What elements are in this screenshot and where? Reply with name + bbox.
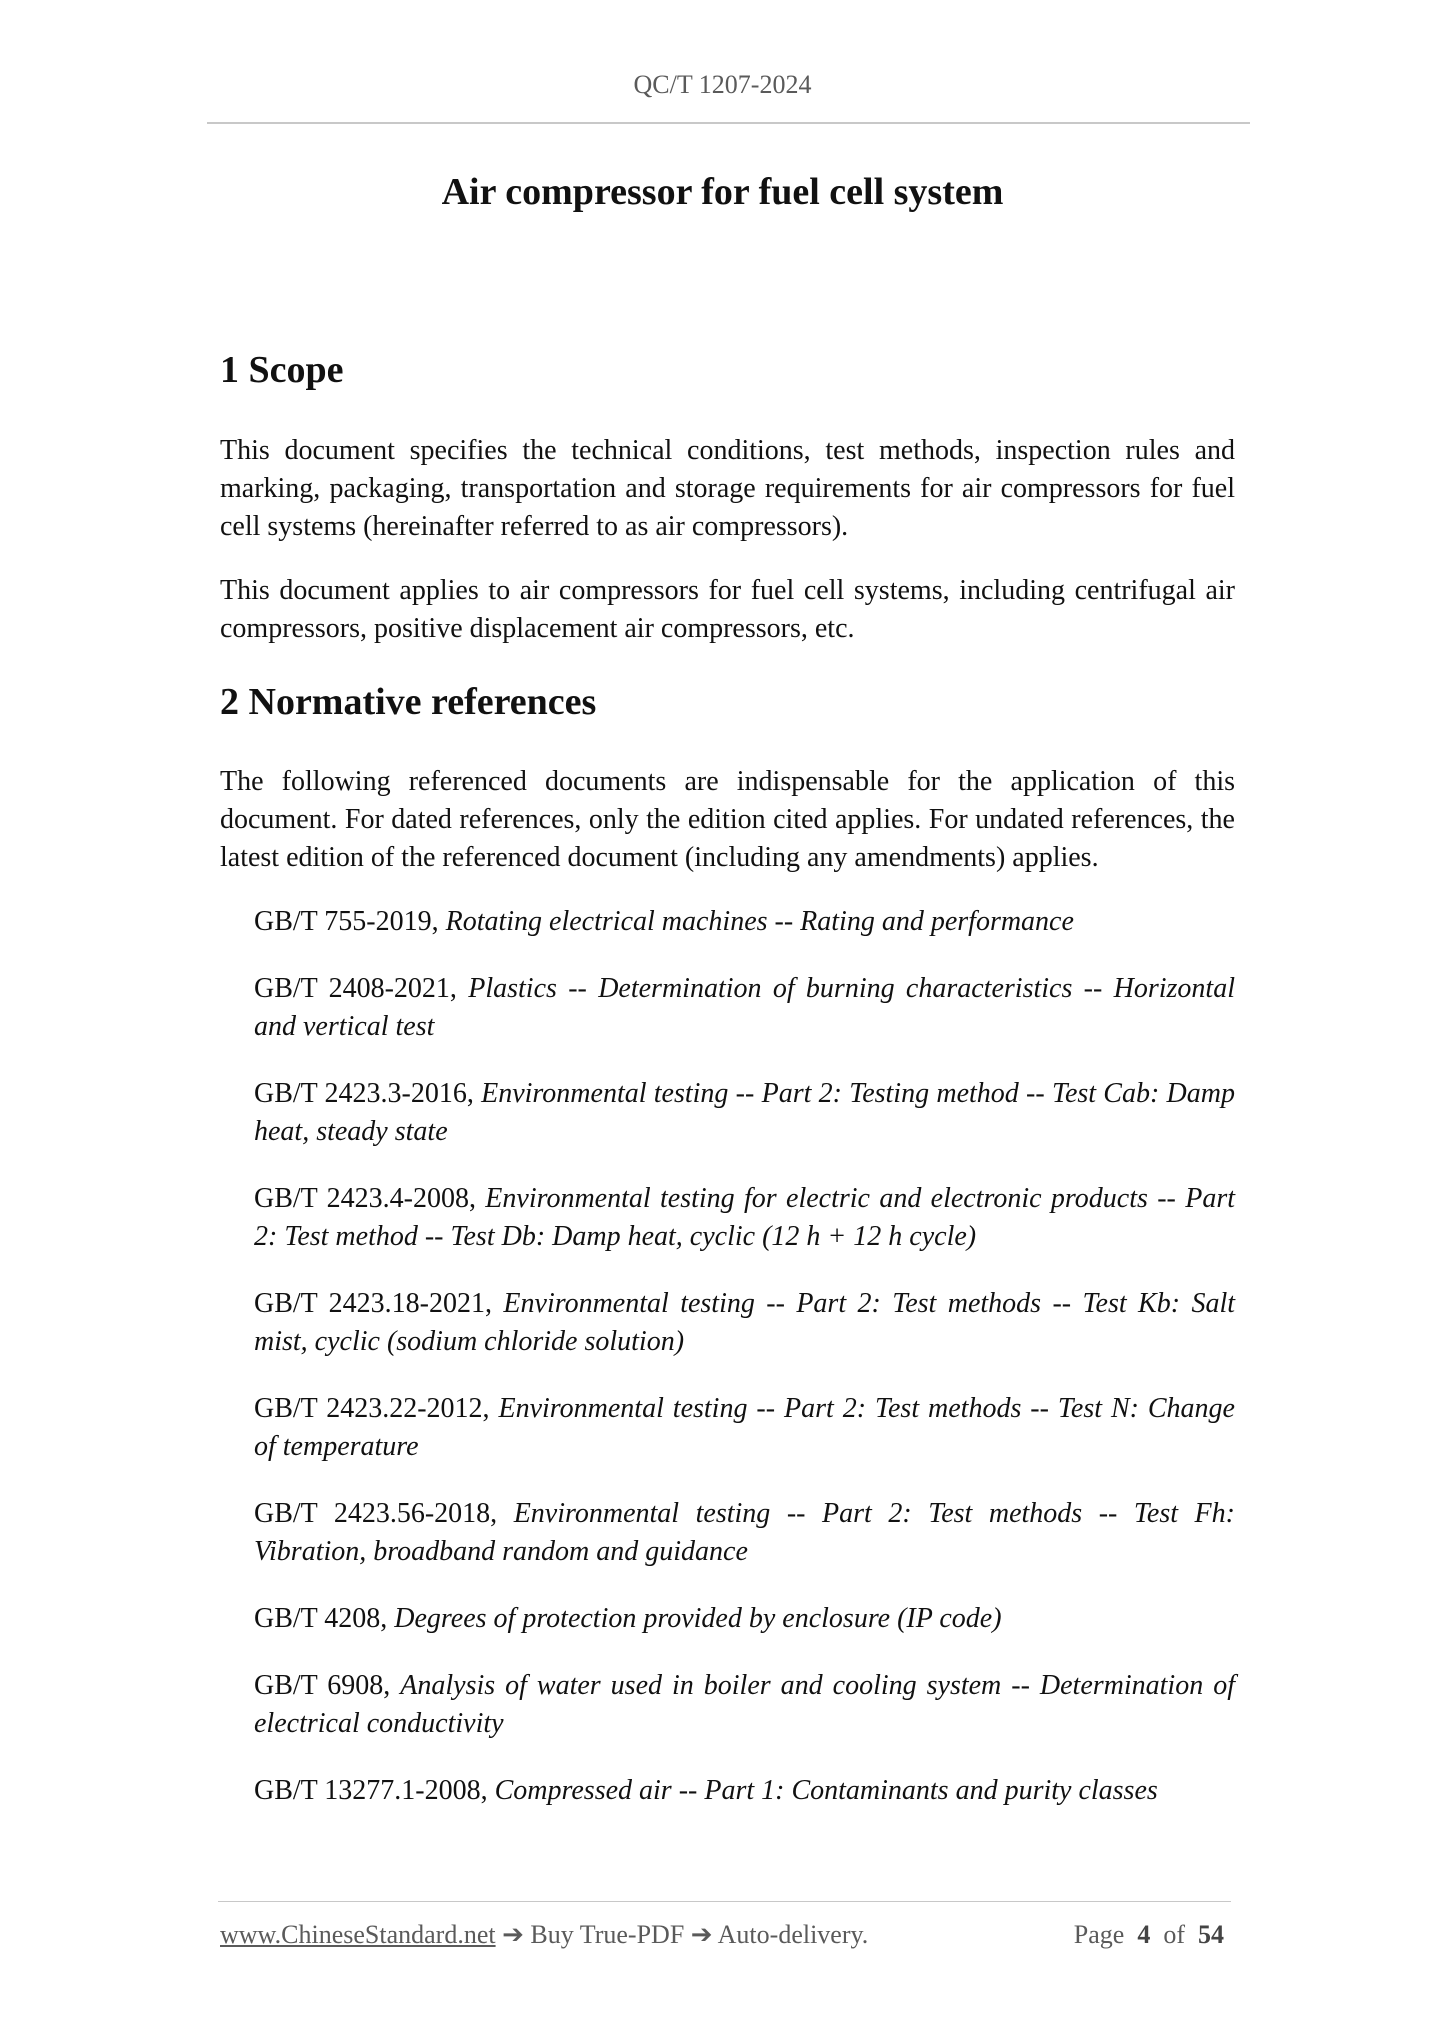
reference-title: Environmental testing -- Part 2: Test methods -- Test Kb: Salt mist, cyclic (sodium chloride solution) [254, 1288, 1236, 1358]
reference-item [254, 1600, 1235, 1638]
standard-code: QC/T 1207-2024 [633, 70, 812, 99]
page-number [1074, 1920, 1224, 1950]
document-body [220, 348, 1235, 1839]
auto-delivery-text: Auto-delivery. [717, 1920, 869, 1949]
reference-code: GB/T 2408-2021, [254, 973, 469, 1005]
reference-title: Environmental testing -- Part 2: Test methods -- Test N: Change of temperature [254, 1393, 1235, 1463]
reference-item [254, 1390, 1235, 1466]
buy-pdf-text: Buy True-PDF [530, 1920, 685, 1949]
reference-title: Environmental testing -- Part 2: Testing method -- Test Cab: Damp heat, steady state [254, 1078, 1235, 1148]
reference-code: GB/T 2423.18-2021, [254, 1288, 504, 1320]
reference-code: GB/T 2423.3-2016, [254, 1078, 482, 1110]
reference-item [254, 1075, 1235, 1151]
reference-title: Environmental testing for electric and electronic products -- Part 2: Test method -- Test Db: Damp heat, cyclic (12 h + 12 h cycle) [254, 1183, 1235, 1253]
reference-title: Compressed air -- Part 1: Contaminants and purity classes [494, 1775, 1158, 1807]
reference-item [254, 1495, 1235, 1571]
reference-item [254, 903, 1235, 941]
reference-code: GB/T 6908, [254, 1670, 401, 1702]
scope-paragraph-1: This document specifies the technical conditions, test methods, inspection rules and marking, packaging, transportation and storage requirements for air compressors for fuel cell systems (hereinafter referred to as air compressors). [220, 434, 1235, 542]
page-current: 4 [1137, 1920, 1151, 1949]
reference-code: GB/T 13277.1-2008, [254, 1775, 495, 1807]
page-total: 54 [1198, 1920, 1224, 1949]
page-label: Page [1073, 1920, 1125, 1949]
header-divider [207, 122, 1250, 124]
references-intro-paragraph: The following referenced documents are indispensable for the application of this document. For dated references, only the edition cited applies. For undated references, the latest edition of the referenced document (including any amendments) applies. [220, 766, 1235, 874]
page-of-label: of [1163, 1920, 1185, 1949]
document-title: Air compressor for fuel cell system [441, 171, 1004, 213]
reference-code: GB/T 4208, [254, 1603, 395, 1635]
reference-code: GB/T 2423.4-2008, [254, 1183, 486, 1215]
footer-divider [218, 1901, 1231, 1902]
reference-title: Rotating electrical machines -- Rating and performance [445, 906, 1074, 938]
footer-promo [220, 1920, 868, 1950]
reference-code: GB/T 2423.22-2012, [254, 1393, 499, 1425]
reference-item [254, 1180, 1235, 1256]
site-link[interactable]: www.ChineseStandard.net [220, 1920, 496, 1949]
section-heading-scope: 1 Scope [220, 349, 344, 391]
arrow-right-icon: ➔ [495, 1920, 531, 1949]
arrow-right-icon: ➔ [684, 1920, 718, 1949]
reference-item [254, 1772, 1235, 1810]
reference-item [254, 970, 1235, 1046]
reference-item [254, 1667, 1235, 1743]
reference-title: Degrees of protection provided by enclosure (IP code) [394, 1603, 1002, 1635]
reference-list [220, 903, 1235, 1810]
reference-code: GB/T 2423.56-2018, [254, 1498, 514, 1530]
reference-code: GB/T 755-2019, [254, 906, 446, 938]
reference-title: Environmental testing -- Part 2: Test methods -- Test Fh: Vibration, broadband random and guidance [254, 1498, 1235, 1568]
section-heading-normative-references: 2 Normative references [220, 680, 597, 723]
reference-title: Plastics -- Determination of burning characteristics -- Horizontal and vertical test [254, 973, 1235, 1043]
reference-item [254, 1285, 1235, 1361]
reference-title: Analysis of water used in boiler and cooling system -- Determination of electrical conductivity [254, 1670, 1235, 1740]
scope-paragraph-2: This document applies to air compressors for fuel cell systems, including centrifugal air compressors, positive displacement air compressors, etc. [220, 574, 1235, 644]
